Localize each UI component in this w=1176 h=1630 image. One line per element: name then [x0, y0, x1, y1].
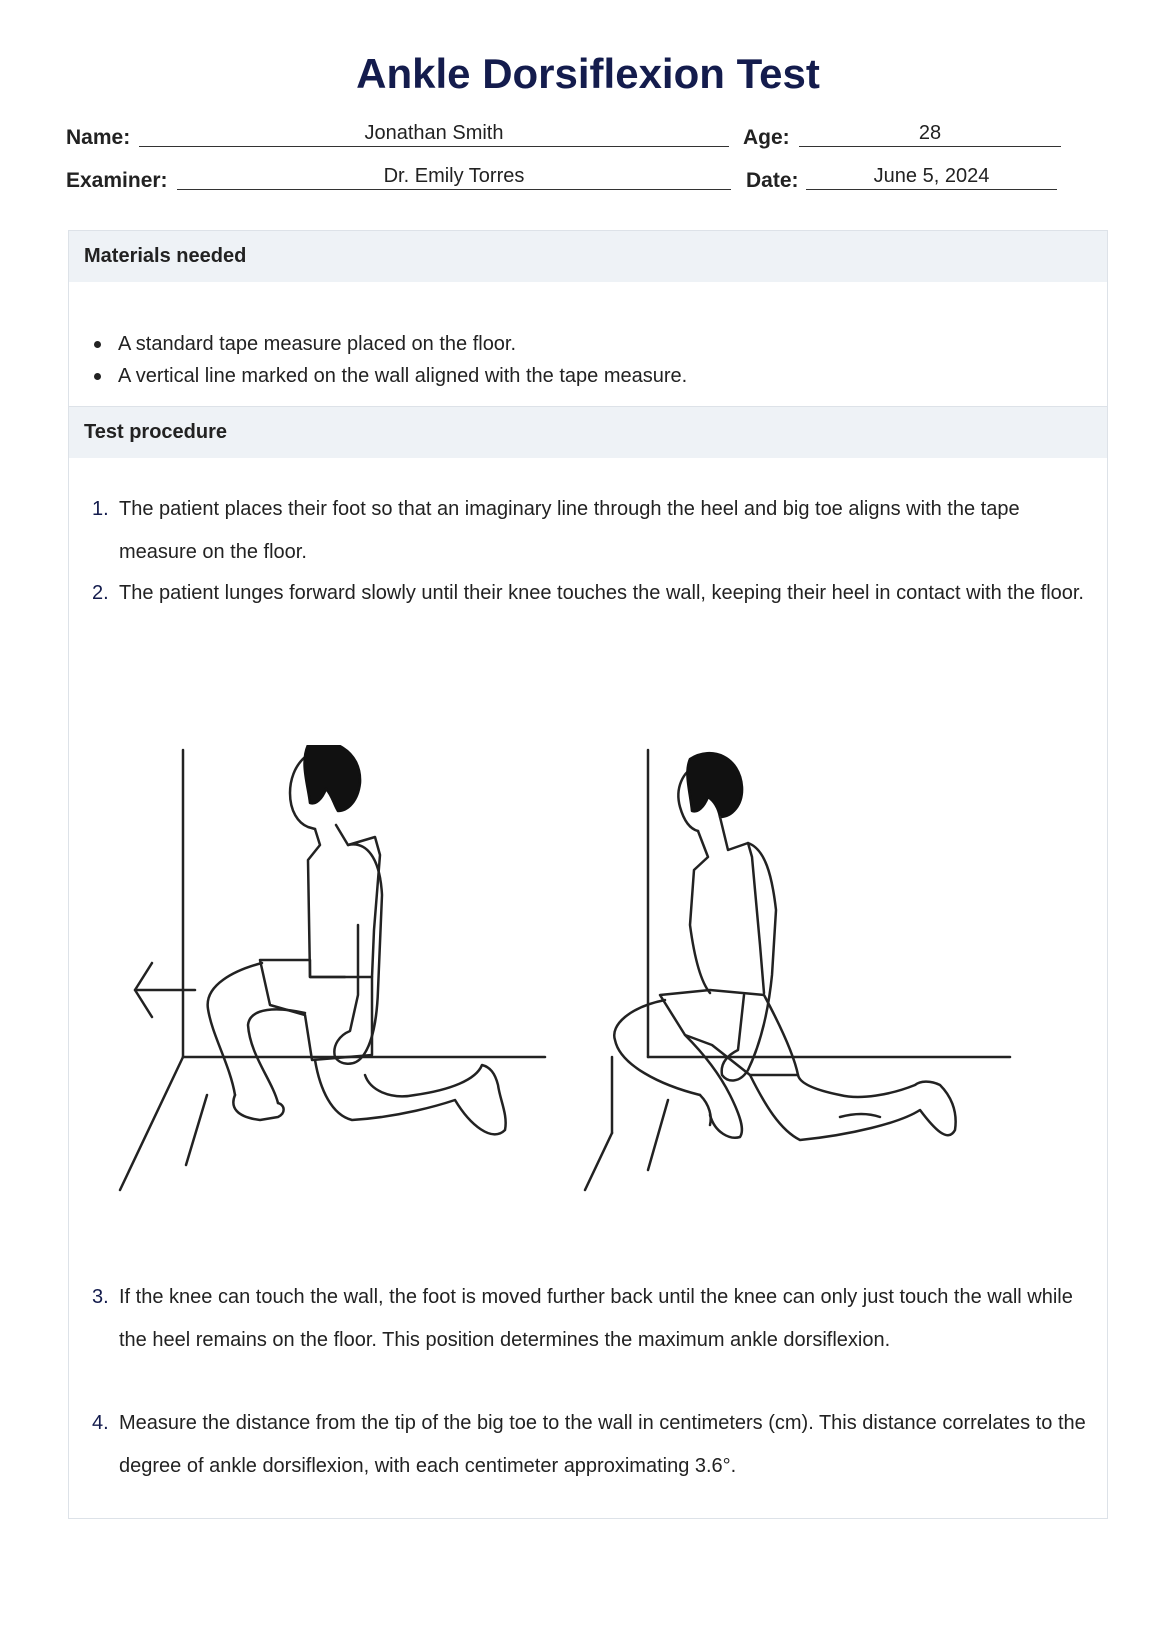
wall-lunge-figure-right	[585, 750, 1010, 1190]
date-field[interactable]: June 5, 2024	[806, 163, 1057, 190]
list-item: A standard tape measure placed on the floor.	[88, 328, 687, 360]
list-item: A vertical line marked on the wall aligned with the tape measure.	[88, 360, 687, 392]
name-label: Name:	[66, 126, 131, 149]
procedure-step-1	[92, 488, 1092, 574]
age-field[interactable]: 28	[799, 120, 1061, 147]
materials-heading: Materials needed	[69, 231, 1107, 282]
step-number: 1.	[92, 498, 109, 520]
lunge-illustration	[100, 745, 1040, 1215]
date-label: Date:	[746, 169, 799, 192]
step-text: The patient lunges forward slowly until their knee touches the wall, keeping their heel in contact with the floor.	[119, 582, 1084, 604]
page-title: Ankle Dorsiflexion Test	[356, 50, 820, 97]
step-number: 4.	[92, 1412, 109, 1434]
step-number: 2.	[92, 582, 109, 604]
procedure-heading: Test procedure	[69, 407, 1107, 458]
step-text: The patient places their foot so that an imaginary line through the heel and big toe aligns with the tape measure on the floor.	[119, 498, 1020, 563]
step-text: If the knee can touch the wall, the foot is moved further back until the knee can only just touch the wall while the heel remains on the floor. This position determines the maximum ankle dorsiflexion.	[119, 1286, 1073, 1351]
step-text: Measure the distance from the tip of the big toe to the wall in centimeters (cm). This distance correlates to the degree of ankle dorsiflexion, with each centimeter approximating 3.6°.	[119, 1412, 1086, 1477]
name-field[interactable]: Jonathan Smith	[139, 120, 729, 147]
procedure-step-4	[92, 1402, 1092, 1488]
age-label: Age:	[743, 126, 790, 149]
step-number: 3.	[92, 1286, 109, 1308]
procedure-step-3	[92, 1276, 1092, 1362]
wall-lunge-figure-left	[120, 745, 545, 1190]
materials-list	[88, 328, 687, 392]
examiner-field[interactable]: Dr. Emily Torres	[177, 163, 731, 190]
procedure-step-2	[92, 572, 1092, 615]
examiner-label: Examiner:	[66, 169, 168, 192]
